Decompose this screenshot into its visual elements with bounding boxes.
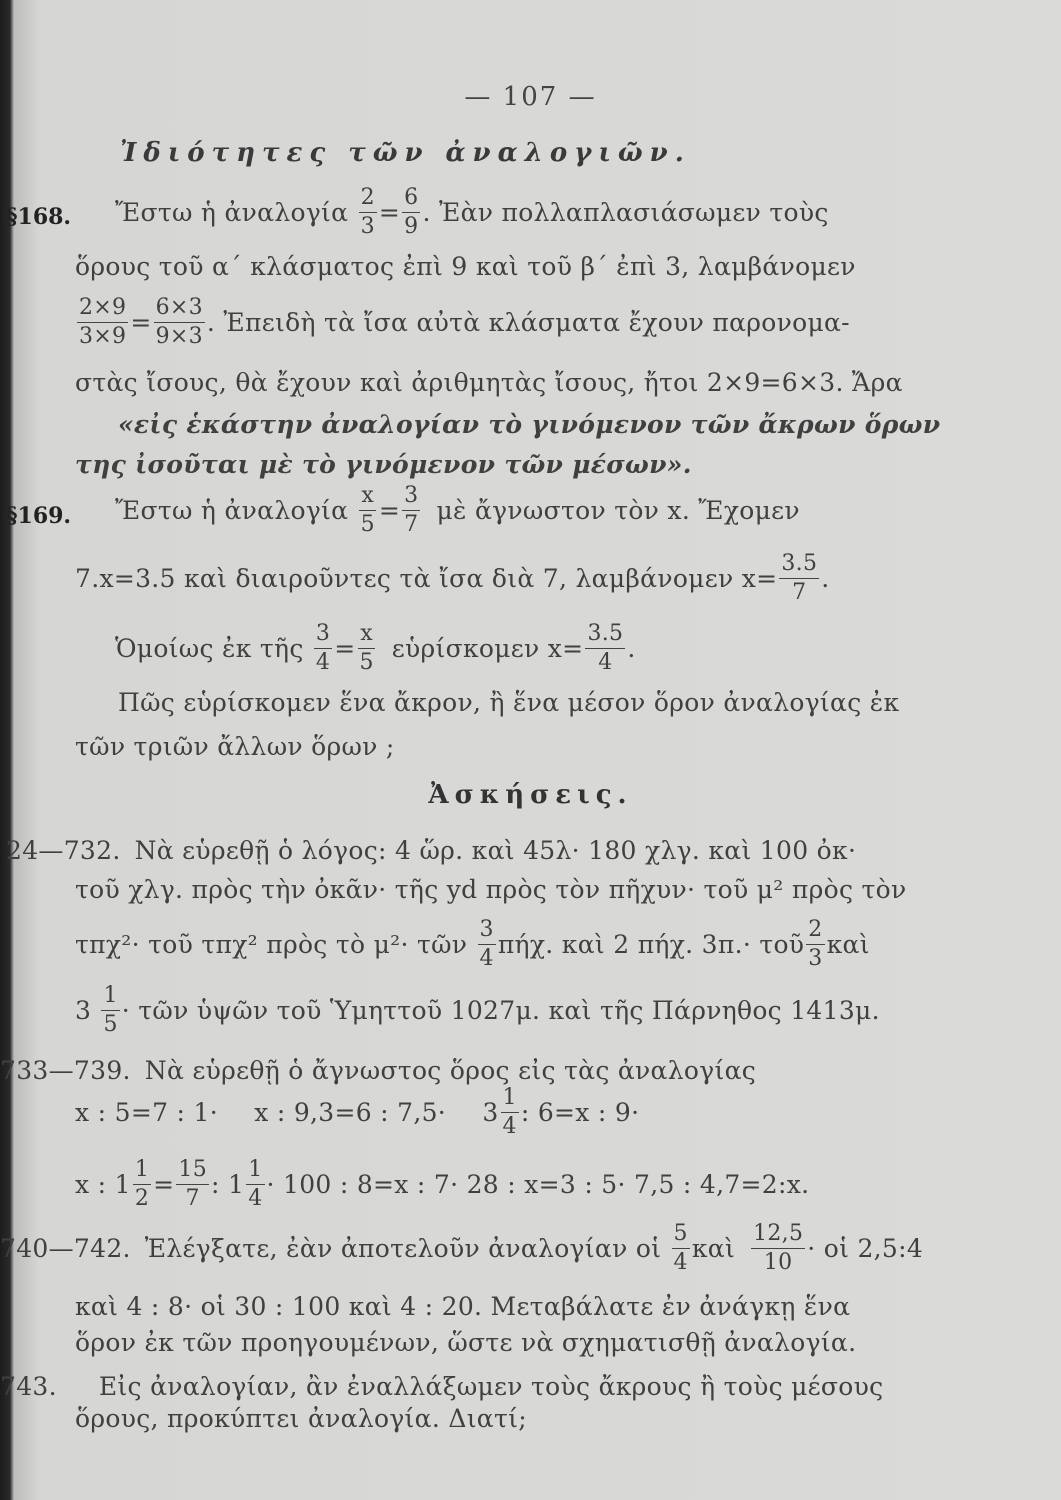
p169-line3-mid: εὑρίσκομεν x= xyxy=(391,634,584,664)
equals-sign: = xyxy=(378,198,401,228)
p169-line3-lead: Ὁμοίως ἐκ τῆς xyxy=(115,634,304,664)
ex-732-line4-b: · τῶν ὑψῶν τοῦ Ὑμηττοῦ 1027μ. καὶ τῆς Πάρνηθος 1413μ. xyxy=(121,996,880,1026)
fraction-2x9-3x9: $\frac{2\times 9}{3\times 9}$ xyxy=(79,295,127,350)
proportion-4-b: : 1 xyxy=(211,1170,245,1200)
proportion-2: x : 9,3=6 : 7,5· xyxy=(254,1098,447,1128)
fraction-2-3: $\frac{2}{3}$ xyxy=(360,185,375,240)
equals-sign: = xyxy=(130,308,152,338)
fraction-6-9: $\frac{6}{9}$ xyxy=(404,185,419,240)
ex-733-line2 xyxy=(75,1086,639,1139)
ex-740-line1-c: · οἱ 2,5:4 xyxy=(807,1234,924,1264)
fraction-x-5: $\frac{x}{5}$ xyxy=(360,483,375,538)
fraction-3-4-ex: $\frac{3}{4}$ xyxy=(479,917,494,972)
p169-line1 xyxy=(115,484,800,537)
p169-line2 xyxy=(75,552,830,605)
exercise-marker-732: 24—732. xyxy=(6,836,121,865)
ex-740-line2: καὶ 4 : 8· οἱ 30 : 100 καὶ 4 : 20. Μεταβάλατε ἐν ἀνάγκῃ ἕνα xyxy=(75,1292,851,1321)
ex-740-line1-b: καὶ xyxy=(691,1234,736,1264)
fraction-12.5-10: $\frac{12,5}{10}$ xyxy=(753,1221,804,1276)
proportion-rest: · 100 : 8=x : 7· 28 : x=3 : 5· 7,5 : 4,7=2:x. xyxy=(266,1170,810,1200)
fraction-1-2: $\frac{1}{2}$ xyxy=(134,1157,150,1212)
period: . xyxy=(627,634,636,664)
ex-732-line3-a: τπχ²· τοῦ τπχ² πρὸς τὸ μ²· τῶν xyxy=(75,930,468,960)
p168-line4: στὰς ἴσους, θὰ ἔχουν καὶ ἀριθμητὰς ἴσους, ἤτοι 2×9=6×3. Ἄρα xyxy=(75,368,903,397)
exercises-heading: Ἀσκήσεις. xyxy=(428,780,633,810)
fraction-3.5-4: $\frac{3.5}{4}$ xyxy=(587,621,624,676)
fraction-3.5-7: $\frac{3.5}{7}$ xyxy=(781,551,818,606)
p169-line3 xyxy=(115,622,636,675)
ex-743-line2: ὅρους, προκύπτει ἀναλογία. Διατί; xyxy=(75,1404,527,1433)
fraction-3-4: $\frac{3}{4}$ xyxy=(315,621,331,676)
ex-732-line3 xyxy=(75,918,870,971)
p168-line3 xyxy=(75,296,850,349)
p169-tail: μὲ ἄγνωστον τὸν x. Ἔχομεν xyxy=(436,496,800,526)
fraction-1-5: $\frac{1}{5}$ xyxy=(103,983,118,1038)
ex-733-line3 xyxy=(75,1158,809,1211)
fraction-x-5b: $\frac{x}{5}$ xyxy=(359,621,374,676)
ex-732-line2: τοῦ χλγ. πρὸς τὴν ὀκᾶν· τῆς yd πρὸς τὸν πῆχυν· τοῦ μ² πρὸς τὸν xyxy=(75,875,907,904)
section-heading: Ἰδιότητες τῶν ἀναλογιῶν. xyxy=(120,138,691,168)
proportion-1: x : 5=7 : 1· xyxy=(75,1098,218,1128)
ex-733-text: Νὰ εὑρεθῇ ὁ ἄγνωστος ὅρος εἰς τὰς ἀναλογίας xyxy=(144,1056,757,1085)
proportion-3-rest: : 6=x : 9· xyxy=(520,1098,640,1128)
ex-743-line1 xyxy=(0,1370,883,1401)
p169-line4: Πῶς εὑρίσκομεν ἕνα ἄκρον, ἢ ἕνα μέσον ὅρον ἀναλογίας ἐκ xyxy=(118,688,900,717)
p168-line2: ὅρους τοῦ α΄ κλάσματος ἐπὶ 9 καὶ τοῦ β΄ ἐπὶ 3, λαμβάνομεν xyxy=(75,252,856,281)
paragraph-marker-168: §168. xyxy=(6,204,72,230)
fraction-1-4-a: $\frac{1}{4}$ xyxy=(502,1085,517,1140)
p168-rule-line2: της ἰσοῦται μὲ τὸ γινόμενον τῶν μέσων». xyxy=(75,450,692,479)
proportion-3-whole: 3 xyxy=(482,1098,499,1128)
p168-lead: Ἔστω ἡ ἀναλογία xyxy=(115,198,349,228)
page-number: — 107 — xyxy=(464,82,597,112)
proportion-4-a: x : 1 xyxy=(75,1170,131,1200)
equals-sign: = xyxy=(153,1170,175,1200)
fraction-15-7: $\frac{15}{7}$ xyxy=(178,1157,207,1212)
fraction-6x3-9x3: $\frac{6\times 3}{9\times 3}$ xyxy=(155,295,203,350)
fraction-3-7: $\frac{3}{7}$ xyxy=(404,483,419,538)
ex-740-line3: ὅρον ἐκ τῶν προηγουμένων, ὥστε νὰ σχηματισθῇ ἀναλογία. xyxy=(75,1328,857,1357)
ex-732-text: Νὰ εὑρεθῇ ὁ λόγος: 4 ὥρ. καὶ 45λ· 180 χλγ. καὶ 100 ὀκ· xyxy=(134,836,857,865)
p168-tail: . Ἐὰν πολλαπλασιάσωμεν τοὺς xyxy=(422,198,829,228)
ex-732-line4-a: 3 xyxy=(75,996,92,1026)
p168-line3-tail: . Ἐπειδὴ τὰ ἴσα αὐτὰ κλάσματα ἔχουν παρονομα- xyxy=(206,308,850,338)
exercise-marker-740: 740—742. xyxy=(0,1234,131,1264)
p168-rule-line1: «εἰς ἑκάστην ἀναλογίαν τὸ γινόμενον τῶν ἄκρων ὅρων xyxy=(118,410,941,439)
ex-732-line4 xyxy=(75,984,880,1037)
exercise-marker-743: 743. xyxy=(0,1372,57,1401)
ex-733-line1 xyxy=(0,1054,756,1085)
fraction-2-3-ex: $\frac{2}{3}$ xyxy=(808,917,823,972)
period: . xyxy=(821,564,830,594)
p169-lead: Ἔστω ἡ ἀναλογία xyxy=(115,496,349,526)
paragraph-marker-169: §169. xyxy=(6,503,72,529)
exercise-marker-733: 733—739. xyxy=(0,1056,131,1085)
ex-732-line3-c: καὶ xyxy=(826,930,870,960)
equals-sign: = xyxy=(378,496,401,526)
fraction-5-4: $\frac{5}{4}$ xyxy=(673,1221,688,1276)
p169-line5: τῶν τριῶν ἄλλων ὅρων ; xyxy=(75,732,395,761)
ex-732-line1 xyxy=(6,834,856,865)
ex-732-line3-b: πήχ. καὶ 2 πήχ. 3π.· τοῦ xyxy=(497,930,805,960)
p169-line2-text: 7.x=3.5 καὶ διαιροῦντες τὰ ἴσα διὰ 7, λαμβάνομεν x= xyxy=(75,564,778,594)
ex-740-line1-a: Ἐλέγξατε, ἐὰν ἀποτελοῦν ἀναλογίαν οἱ xyxy=(144,1234,662,1264)
p168-line1 xyxy=(115,186,829,239)
fraction-1-4-b: $\frac{1}{4}$ xyxy=(248,1157,263,1212)
ex-743-text: Εἰς ἀναλογίαν, ἂν ἐναλλάξωμεν τοὺς ἄκρους ἢ τοὺς μέσους xyxy=(98,1372,884,1401)
equals-sign: = xyxy=(334,634,356,664)
ex-740-line1 xyxy=(0,1222,923,1275)
